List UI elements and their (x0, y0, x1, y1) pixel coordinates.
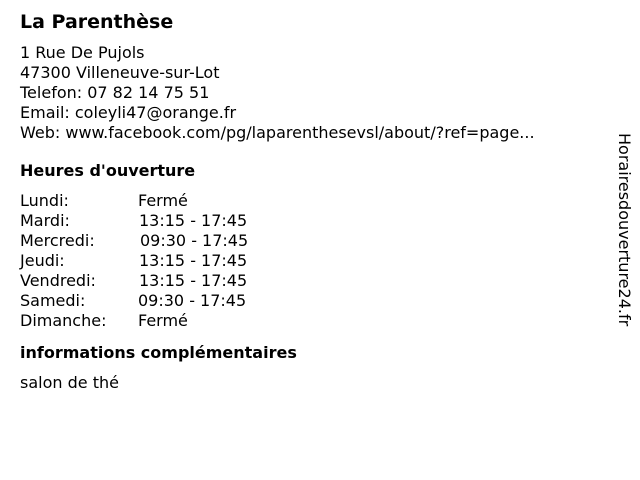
hours-row-vendredi (20, 271, 600, 291)
email-line: Email: coleyli47@orange.fr (20, 103, 237, 122)
day-label: Samedi: (20, 291, 86, 310)
day-hours: 09:30 - 17:45 (140, 231, 249, 250)
business-name: La Parenthèse (20, 11, 174, 33)
day-hours: 13:15 - 17:45 (139, 251, 248, 270)
business-card (20, 10, 600, 393)
hours-row-mercredi (20, 231, 600, 251)
day-hours: 13:15 - 17:45 (139, 271, 248, 290)
hours-row-dimanche (20, 311, 600, 331)
day-label: Dimanche: (20, 311, 107, 330)
hours-row-lundi (20, 191, 600, 211)
hours-row-jeudi (20, 251, 600, 271)
hours-row-samedi (20, 291, 600, 311)
day-hours: Fermé (138, 191, 188, 210)
street-address: 1 Rue De Pujols (20, 43, 145, 62)
opening-hours-heading: Heures d'ouverture (20, 161, 196, 180)
day-label: Lundi: (20, 191, 69, 210)
web-line: Web: www.facebook.com/pg/laparenthesevsl/about/?ref=page... (20, 123, 535, 142)
address-block (20, 43, 600, 143)
day-label: Vendredi: (20, 271, 96, 290)
day-hours: 09:30 - 17:45 (138, 291, 247, 310)
day-hours: 13:15 - 17:45 (139, 211, 248, 230)
phone-line: Telefon: 07 82 14 75 51 (20, 83, 210, 102)
day-label: Mardi: (20, 211, 70, 230)
additional-info-text: salon de thé (20, 373, 119, 392)
site-watermark: Horairesdouverture24.fr (615, 133, 634, 327)
day-label: Mercredi: (20, 231, 95, 250)
opening-hours-table (20, 191, 600, 331)
day-hours: Fermé (138, 311, 188, 330)
day-label: Jeudi: (20, 251, 65, 270)
additional-info-heading: informations complémentaires (20, 343, 297, 362)
postal-city: 47300 Villeneuve-sur-Lot (20, 63, 220, 82)
hours-row-mardi (20, 211, 600, 231)
